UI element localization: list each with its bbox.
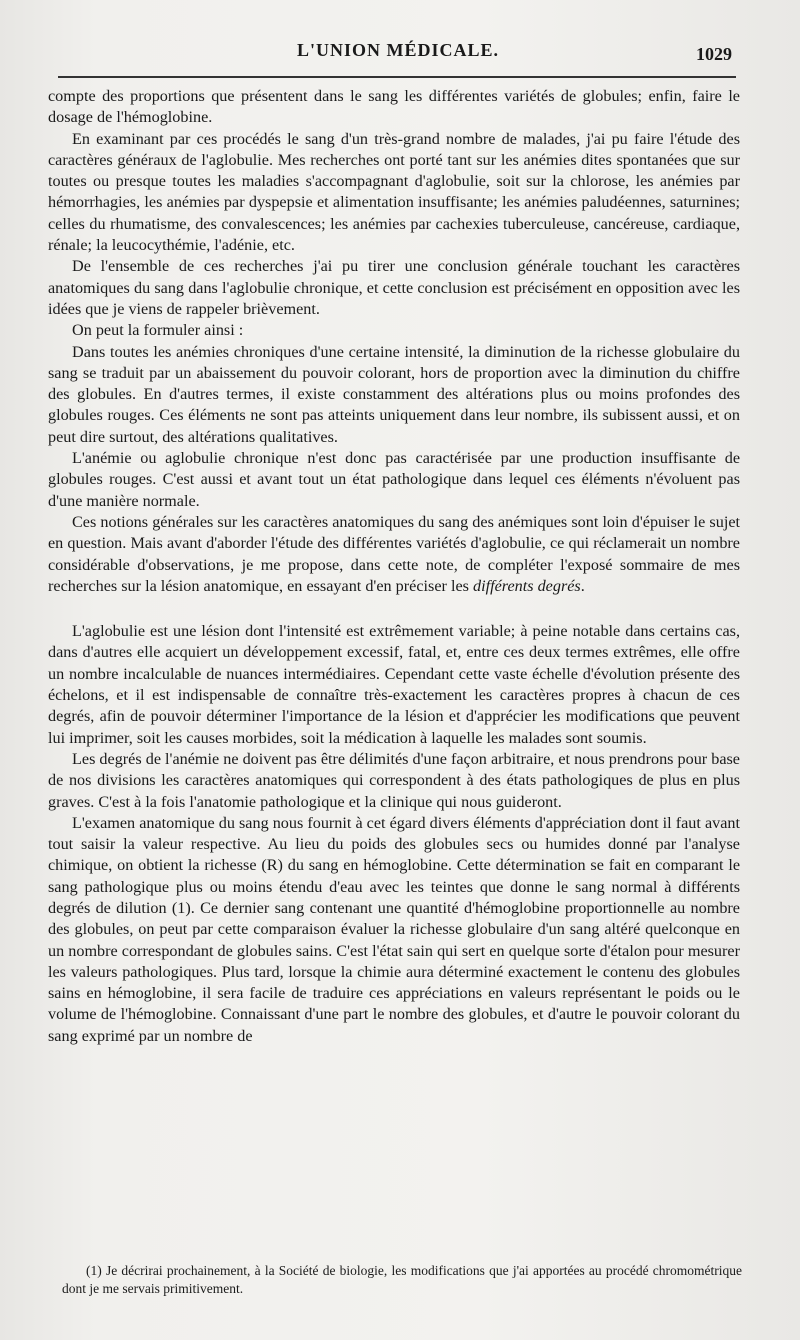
paragraph: L'examen anatomique du sang nous fournit à cet égard divers éléments d'appréciation dont il faut avant tout saisir la valeur respective. Au lieu du poids des globules secs ou humides donné par l'analyse chimique, on obtient la richesse (R) du sang en hémoglobine. Cette détermination se fait en comparant le sang pathologique plus ou moins étendu d'eau avec les teintes que donne le sang normal à différents degrés de dilution (1). Ce dernier sang contenant une quantité d'hémoglobine proportionnelle au nombre des globules, on peut par cette comparaison évaluer la richesse globulaire d'un sang altéré quelconque en un nombre correspondant de globules sains. C'est l'état sain qui sert en quelque sorte d'étalon pour mesurer les valeurs pathologiques. Plus tard, lorsque la chimie aura déterminé exactement le contenu des globules sains en hémoglobine, il sera facile de traduire ces appréciations en valeurs représentant le poids ou le volume de l'hémoglobine. Connaissant d'une part le nombre des globules, et d'autre le pouvoir colorant du sang exprimé par un nombre de — [48, 813, 740, 1045]
paragraph: L'aglobulie est une lésion dont l'intensité est extrêmement variable; à peine notable dans certains cas, dans d'autres elle acquiert un développement excessif, fatal, et, entre ces deux termes extrêmes, elle offre un nombre incalculable de nuances intermédiaires. Cependant cette vaste échelle d'évolution présente des échelons, et il est indispensable de connaître très-exactement les caractères propres à chacun de ces degrés, afin de pouvoir déterminer l'importance de la lésion et d'apprécier les modifications que peuvent lui imprimer, soit les causes morbides, soit la médication à laquelle les malades sont soumis. — [48, 622, 740, 747]
paragraph: Les degrés de l'anémie ne doivent pas être délimités d'une façon arbitraire, et nous prendrons pour base de nos divisions les caractères anatomiques qui correspondent à des états pathologiques de plus en plus graves. C'est à la fois l'anatomie pathologique et la clinique qui nous guideront. — [48, 749, 740, 811]
header-rule — [58, 76, 736, 78]
page-number: 1029 — [696, 44, 732, 64]
paragraph: Dans toutes les anémies chroniques d'une certaine intensité, la diminution de la richesse globulaire du sang se traduit par un abaissement du pouvoir colorant, hors de proportion avec la diminution du chiffre des globules. En d'autres termes, il existe constamment des altérations plus ou moins profondes des globules rouges. Ces éléments ne sont pas atteints uniquement dans leur nombre, ils subissent aussi, et on peut dire surtout, des altérations qualitatives. — [48, 342, 740, 446]
period: . — [580, 576, 585, 595]
paragraph: De l'ensemble de ces recherches j'ai pu tirer une conclusion générale touchant les caractères anatomiques du sang dans l'aglobulie chronique, et cette conclusion est précisément en opposition avec les idées que je viens de rappeler brièvement. — [48, 257, 740, 318]
footnote: (1) Je décrirai prochainement, à la Société de biologie, les modifications que j'ai apportées au procédé chromométrique dont je me servais primitivement. — [62, 1263, 742, 1296]
paragraph: En examinant par ces procédés le sang d'un très-grand nombre de malades, j'ai pu faire l'étude des caractères généraux de l'aglobulie. Mes recherches ont porté tant sur les anémies dites spontanées que sur toutes ou presque toutes les maladies s'accompagnant d'aglobulie, soit sur la chlorose, les anémies par hémorrhagies, les anémies par dyspepsie et alimentation insuffisante; les anémies paludéennes, saturnines; celles du rhumatisme, des convalescences; les anémies par cachexies tuberculeuse, cancéreuse, cardiaque, rénale; la leucocythémie, l'adénie, etc. — [48, 129, 740, 255]
page-header — [58, 36, 738, 76]
body-text — [48, 86, 740, 1047]
running-title: L'UNION MÉDICALE. — [296, 40, 500, 60]
paragraph: On peut la formuler ainsi : — [72, 321, 244, 340]
paragraph: compte des proportions que présentent dans le sang les différentes variétés de globules; enfin, faire le dosage de l'hémoglobine. — [48, 87, 740, 127]
paragraph — [48, 512, 740, 597]
paragraph-text: Ces notions générales sur les caractères anatomiques du sang des anémiques sont loin d'épuiser le sujet en question. Mais avant d'aborder l'étude des différentes variétés d'aglobulie, ce qui réclamerait un nombre considérable d'observations, je me propose, dans cette note, de compléter l'exposé sommaire de mes recherches sur la lésion anatomique, en essayant d'en préciser les — [48, 512, 740, 595]
italic-phrase: différents degrés — [472, 576, 581, 595]
paragraph: L'anémie ou aglobulie chronique n'est donc pas caractérisée par une production insuffisante de globules rouges. C'est aussi et avant tout un état pathologique dans lequel ces éléments n'évoluent pas d'une manière normale. — [48, 449, 740, 510]
